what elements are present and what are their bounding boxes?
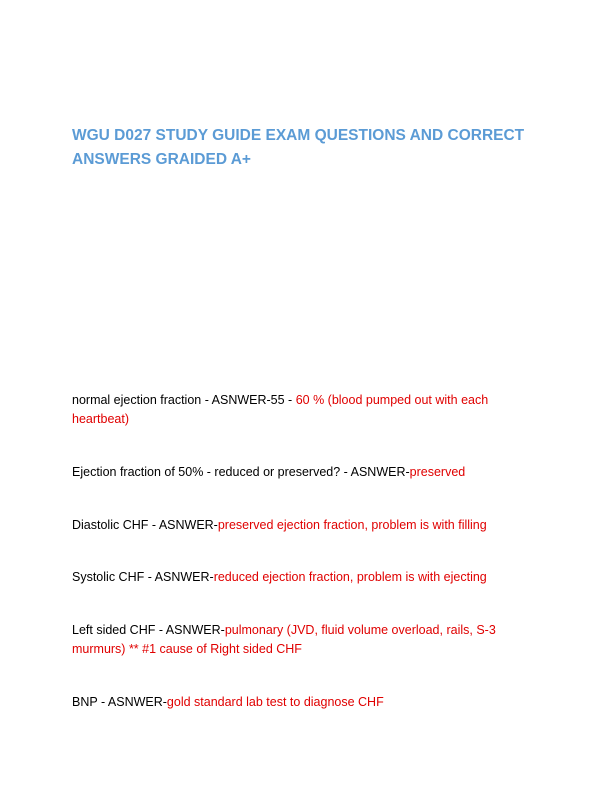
qa-item <box>72 391 522 429</box>
question-text: Ejection fraction of 50% - reduced or preserved? - ASNWER- <box>72 465 410 479</box>
answer-text: preserved ejection fraction, problem is with filling <box>217 518 487 532</box>
qa-item <box>72 516 522 535</box>
answer-text: 60 % (blood pumped out with each heartbeat) <box>72 393 489 426</box>
question-text: Left sided CHF - ASNWER- <box>72 623 225 637</box>
page-title: WGU D027 STUDY GUIDE EXAM QUESTIONS AND CORRECT ANSWERS GRAIDED A+ <box>72 127 525 168</box>
qa-item <box>72 463 522 482</box>
answer-text: gold standard lab test to diagnose CHF <box>166 695 384 709</box>
question-text: normal ejection fraction - ASNWER-55 - <box>72 393 296 407</box>
answer-text: reduced ejection fraction, problem is with ejecting <box>213 570 487 584</box>
qa-item <box>72 693 522 712</box>
qa-item <box>72 568 522 587</box>
question-text: Diastolic CHF - ASNWER- <box>72 518 218 532</box>
qa-item <box>72 621 522 659</box>
answer-text: preserved <box>409 465 466 479</box>
question-text: Systolic CHF - ASNWER- <box>72 570 214 584</box>
question-text: BNP - ASNWER- <box>72 695 167 709</box>
answer-text: pulmonary (JVD, fluid volume overload, rails, S-3 murmurs) ** #1 cause of Right sided CHF <box>72 623 496 656</box>
